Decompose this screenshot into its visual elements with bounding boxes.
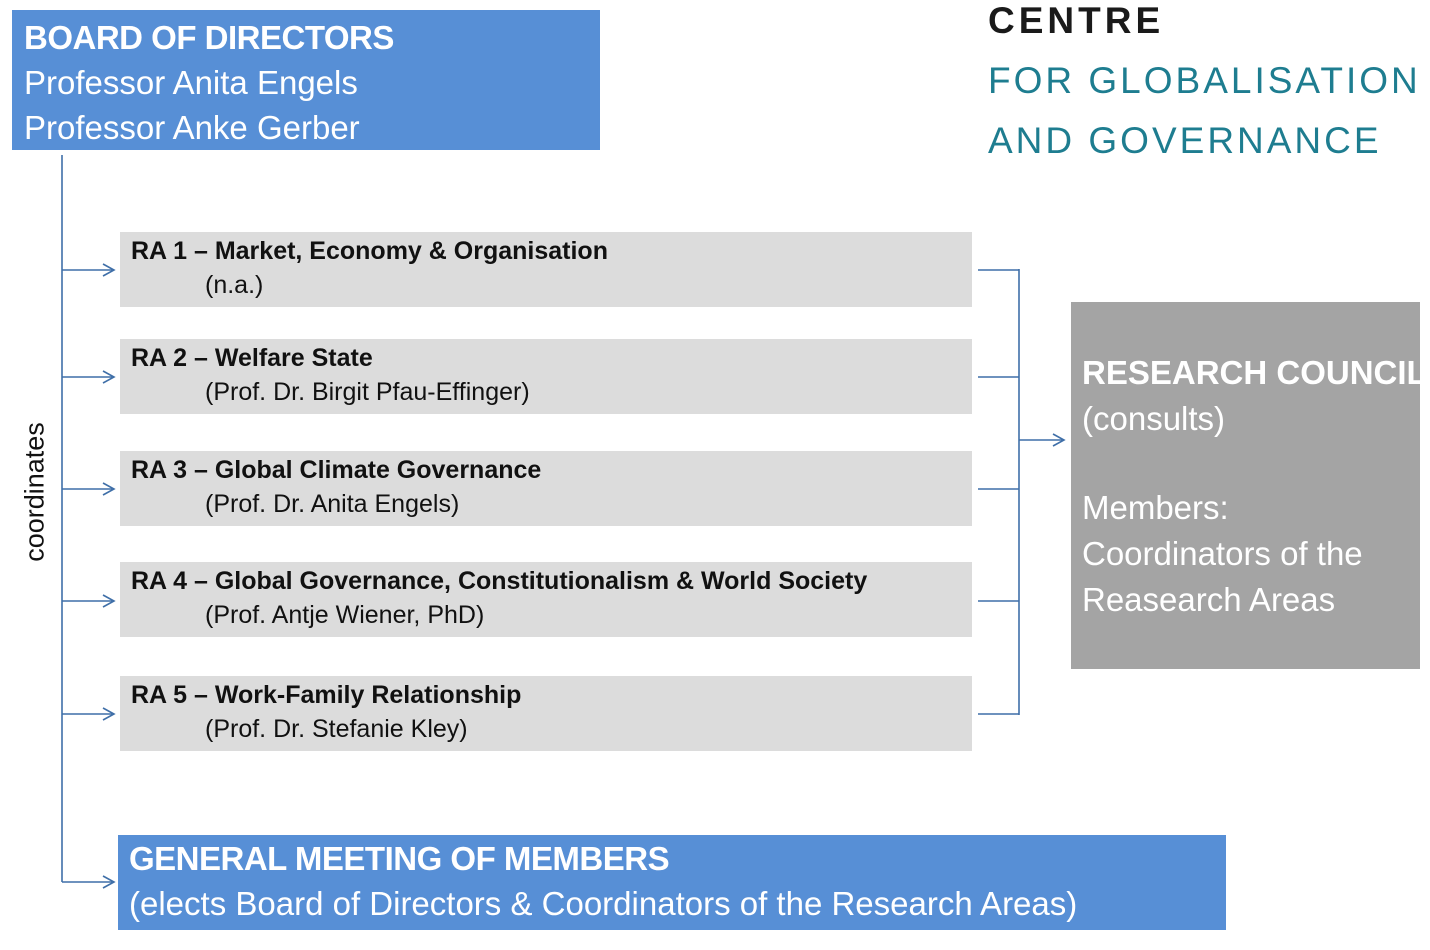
coordinates-label: coordinates — [19, 422, 50, 562]
research-council-role: (consults) — [1082, 400, 1226, 437]
research-council-members-line-1: Coordinators of the — [1082, 535, 1363, 572]
research-council-members-line-2: Reasearch Areas — [1082, 581, 1336, 618]
research-council-heading: RESEARCH COUNCIL — [1082, 354, 1427, 391]
logo-line-3: AND GOVERNANCE — [988, 120, 1382, 161]
research-area-coordinator: (Prof. Dr. Anita Engels) — [205, 490, 460, 518]
research-area-title: RA 2 – Welfare State — [131, 344, 373, 372]
board-member-1: Professor Anita Engels — [24, 64, 358, 101]
logo-line-2: FOR GLOBALISATION — [988, 60, 1421, 101]
research-council-box — [1071, 302, 1427, 669]
research-area-title: RA 5 – Work-Family Relationship — [131, 681, 522, 709]
research-area-coordinator: (Prof. Dr. Stefanie Kley) — [205, 715, 468, 743]
research-area-coordinator: (n.a.) — [205, 271, 264, 299]
general-meeting-description: (elects Board of Directors & Coordinators of the Research Areas) — [129, 885, 1078, 922]
research-area-title: RA 3 – Global Climate Governance — [131, 456, 542, 484]
board-heading: BOARD OF DIRECTORS — [24, 19, 394, 56]
research-area-2 — [120, 339, 972, 414]
research-area-5 — [120, 676, 972, 751]
logo-line-1: CENTRE — [988, 0, 1165, 41]
research-area-title: RA 1 – Market, Economy & Organisation — [131, 237, 608, 265]
centre-logo — [986, 0, 1430, 160]
research-area-3 — [120, 451, 972, 526]
general-meeting-box — [118, 835, 1226, 930]
general-meeting-heading: GENERAL MEETING OF MEMBERS — [129, 840, 670, 877]
research-area-title: RA 4 – Global Governance, Constitutionalism & World Society — [131, 567, 868, 595]
research-area-4 — [120, 562, 972, 637]
research-area-coordinator: (Prof. Antje Wiener, PhD) — [205, 601, 485, 629]
board-of-directors-box — [12, 10, 600, 150]
research-area-1 — [120, 232, 972, 307]
research-area-coordinator: (Prof. Dr. Birgit Pfau-Effinger) — [205, 378, 530, 406]
research-council-members-label: Members: — [1082, 489, 1229, 526]
board-member-2: Professor Anke Gerber — [24, 109, 360, 146]
